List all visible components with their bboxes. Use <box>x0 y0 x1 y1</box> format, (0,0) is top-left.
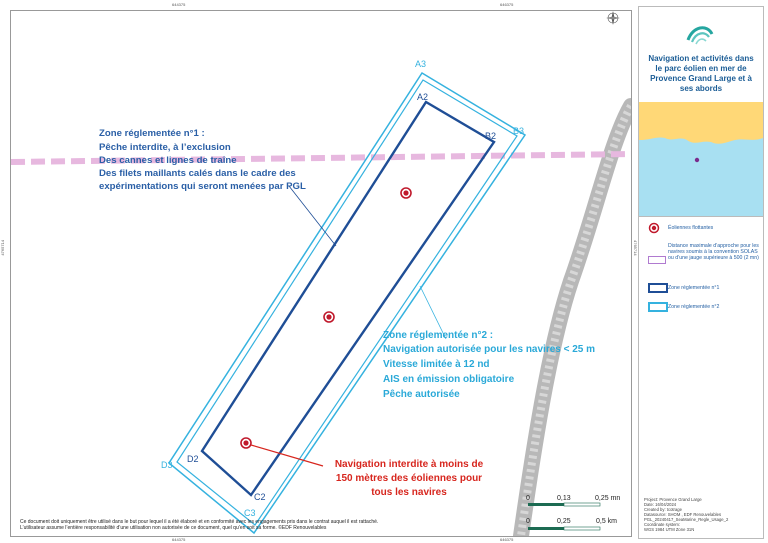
legend-label: Zone réglementée n°2 <box>668 304 720 310</box>
zone1-text-line: Pêche interdite, à l’exclusion <box>99 142 231 153</box>
corner-label-c3: C3 <box>244 508 256 518</box>
turbine-marker <box>401 188 411 198</box>
legend-label: Éoliennes flottantes <box>668 225 714 231</box>
title-box <box>638 6 762 103</box>
legend-solas-symbol <box>648 256 666 264</box>
scale-nm-tick: 0,25 mn <box>595 495 621 502</box>
corner-label-a3: A3 <box>415 59 427 69</box>
zone1-text-line: Des filets maillants calés dans le cadre des <box>99 168 296 179</box>
corner-label-a2: A2 <box>417 92 429 102</box>
zone2-text-block <box>383 330 595 400</box>
coord-label-bottom: 644375 <box>172 537 186 542</box>
scale-km-tick: 0 <box>526 518 530 525</box>
map-metadata <box>644 497 759 532</box>
scale-nm-tick: 0 <box>526 495 530 502</box>
metadata-line: Created by: tcotrage <box>644 507 682 512</box>
zone1-outline <box>202 102 497 495</box>
legend-label: Zone réglementée n°1 <box>668 285 720 291</box>
logo-icon <box>685 20 715 48</box>
prohibited-text-line: Navigation interdite à moins de <box>334 459 484 470</box>
metadata-line: Coordinate system: <box>644 522 681 527</box>
locator-map <box>639 102 763 216</box>
corner-label-b3: B3 <box>513 126 525 136</box>
corner-label-d2: D2 <box>187 454 199 464</box>
map-frame <box>10 10 632 537</box>
legend-label: Distance maximale d’approche pour les navires soumis à la convention SOLAS ou d’une jauge supérieure à 500 (2 mn) <box>668 243 759 261</box>
metadata-line: Date: 16/04/2024 <box>644 502 677 507</box>
prohibited-text-block <box>335 459 484 498</box>
disclaimer-line: L’utilisateur assume l’entière responsabilité d’une utilisation non autorisée de ce document, quel qu’en soit sa forme. ©EDF Renouvelables <box>20 525 327 531</box>
zone2-text-line: Vitesse limitée à 12 nd <box>383 359 490 370</box>
turbine-marker <box>241 438 251 448</box>
zone2-text-line: Navigation autorisée pour les navires < 25 m <box>383 344 596 355</box>
scale-nm-tick: 0,13 <box>557 495 571 502</box>
zone2-text-line: AIS en émission obligatoire <box>383 374 515 385</box>
zone2-text-line: Zone réglementée n°2 : <box>383 330 494 341</box>
scale-bar-km <box>526 518 617 530</box>
corner-label-b2: B2 <box>485 131 497 141</box>
zone1-text-line: Des cannes et lignes de traîne <box>99 155 237 166</box>
scale-km-tick: 0,25 <box>557 518 571 525</box>
divider <box>638 216 764 217</box>
metadata-line: WGS 1984 UTM Zone 31N <box>644 527 695 532</box>
coord-label-bottom: 646375 <box>500 537 514 542</box>
zone1-text-line: Zone réglementée n°1 : <box>99 128 205 139</box>
north-arrow-icon <box>606 11 620 25</box>
legend-zone1-symbol <box>648 283 668 293</box>
prohibited-text-line: 150 mètres des éoliennes pour <box>335 473 483 484</box>
disclaimer-line: Ce document doit uniquement être utilisé dans le but pour lequel il a été élaboré et en conformité avec les engagements pris dans le contrat auquel il est rattaché. <box>20 519 379 525</box>
disclaimer <box>20 519 480 531</box>
map-canvas <box>11 11 631 536</box>
metadata-line: Project: Provence Grand Large <box>644 497 702 502</box>
map-title: Navigation et activités dans le parc éolien en mer de Provence Grand Large et à ses abords <box>648 54 754 93</box>
zone2-text-line: Pêche autorisée <box>383 389 460 400</box>
scale-km-tick: 0,5 km <box>596 518 618 525</box>
locator-marker <box>695 158 699 162</box>
legend-turbine-symbol <box>648 222 660 234</box>
corner-label-c2: C2 <box>254 492 266 502</box>
corner-label-d3: D3 <box>161 460 173 470</box>
scale-bar-nm <box>526 495 620 506</box>
metadata-line: PGL_20240417_SeaMarine_Regle_Usage_2 <box>644 517 729 522</box>
zone1-text-line: expérimentations qui seront menées par PGL <box>99 181 306 192</box>
legend-zone2-symbol <box>648 302 668 312</box>
prohibited-text-line: tous les navires <box>371 487 447 498</box>
metadata-line: Datasource: SHOM , EDF Renouvelables <box>644 512 722 517</box>
seabed-track <box>521 106 631 536</box>
coord-label-top: 646375 <box>500 2 514 7</box>
turbine-marker <box>324 312 334 322</box>
coord-label-top: 644375 <box>172 2 186 7</box>
coord-label-right: 4765714 <box>633 240 638 256</box>
coord-label-left: 4765714 <box>0 240 5 256</box>
